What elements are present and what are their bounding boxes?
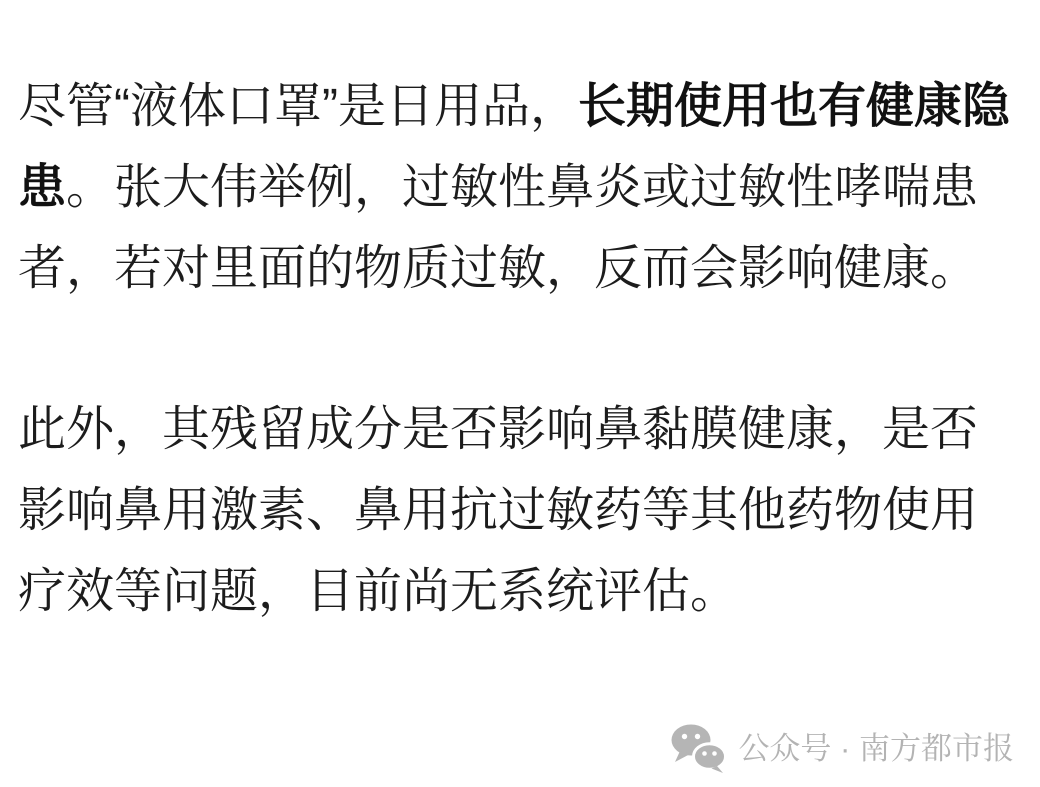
text-run: 尽管“液体口罩”是日用品，	[18, 80, 578, 133]
watermark	[670, 723, 1014, 773]
paragraph-2	[18, 389, 1022, 632]
text-run: 。张大伟举例，过敏性鼻炎或过敏性哮喘患者，若对里面的物质过敏，反而会影响健康。	[18, 161, 979, 295]
paragraph-1	[18, 66, 1022, 309]
bold-text-run: 长期使用也有健康隐患	[18, 80, 1010, 214]
wechat-icon	[670, 723, 726, 773]
text-run: 此外，其残留成分是否影响鼻黏膜健康，是否影响鼻用激素、鼻用抗过敏药等其他药物使用疗效等问题，目前尚无系统评估。	[18, 403, 979, 618]
watermark-label: 公众号 · 南方都市报	[738, 730, 1014, 766]
